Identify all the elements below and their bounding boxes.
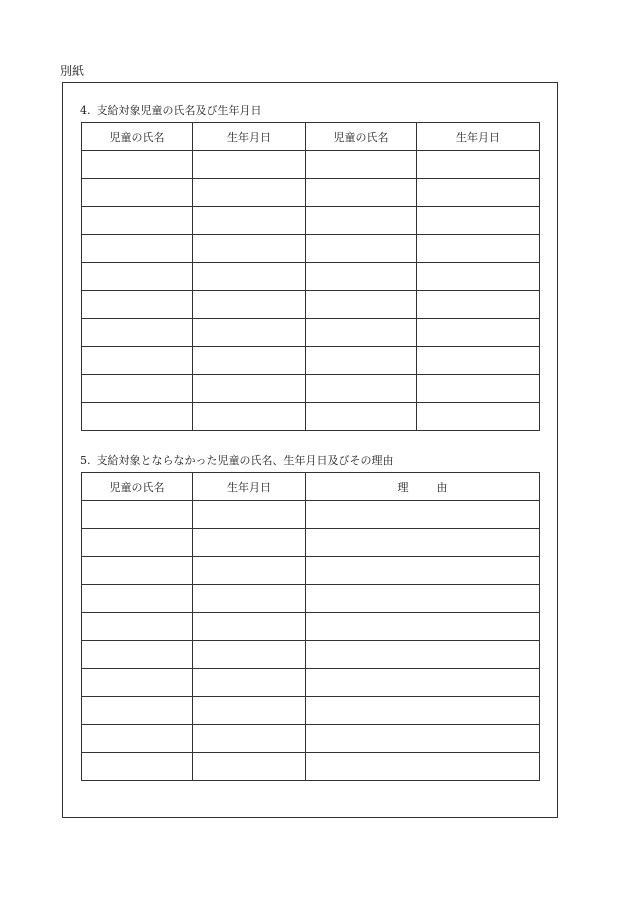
ineligible-children-body (82, 501, 540, 781)
child-name-cell[interactable] (82, 501, 193, 529)
birth-date-cell[interactable] (193, 613, 306, 641)
birth-date-cell[interactable] (193, 697, 306, 725)
table-row (82, 669, 540, 697)
birth-date-cell[interactable] (417, 207, 540, 235)
child-name-cell[interactable] (82, 529, 193, 557)
birth-date-cell[interactable] (417, 291, 540, 319)
child-name-cell[interactable] (306, 235, 417, 263)
table-row (82, 319, 540, 347)
reason-cell[interactable] (306, 753, 540, 781)
reason-cell[interactable] (306, 585, 540, 613)
child-name-cell[interactable] (82, 613, 193, 641)
birth-date-cell[interactable] (193, 529, 306, 557)
section-5-number: 5. (80, 454, 91, 467)
section-5-title (80, 454, 394, 468)
ineligible-children-table (81, 472, 540, 781)
section-5-title-text: 支給対象とならなかった児童の氏名、生年月日及びその理由 (96, 454, 394, 467)
header-child-name: 児童の氏名 (82, 123, 193, 151)
birth-date-cell[interactable] (193, 319, 306, 347)
child-name-cell[interactable] (82, 375, 193, 403)
attachment-label: 別紙 (60, 64, 85, 78)
header-child-name: 児童の氏名 (82, 473, 193, 501)
header-child-name: 児童の氏名 (306, 123, 417, 151)
table-row (82, 641, 540, 669)
child-name-cell[interactable] (82, 697, 193, 725)
birth-date-cell[interactable] (193, 179, 306, 207)
table-row (82, 529, 540, 557)
section-4-number: 4. (80, 104, 91, 117)
birth-date-cell[interactable] (193, 263, 306, 291)
child-name-cell[interactable] (306, 347, 417, 375)
birth-date-cell[interactable] (193, 347, 306, 375)
section-4-title (80, 104, 262, 118)
child-name-cell[interactable] (82, 753, 193, 781)
birth-date-cell[interactable] (417, 403, 540, 431)
birth-date-cell[interactable] (417, 347, 540, 375)
table-row (82, 179, 540, 207)
header-birth-date: 生年月日 (193, 473, 306, 501)
birth-date-cell[interactable] (193, 557, 306, 585)
child-name-cell[interactable] (306, 291, 417, 319)
reason-cell[interactable] (306, 697, 540, 725)
table-header-row (82, 123, 540, 151)
birth-date-cell[interactable] (417, 151, 540, 179)
child-name-cell[interactable] (306, 263, 417, 291)
child-name-cell[interactable] (82, 207, 193, 235)
table-row (82, 235, 540, 263)
table-row (82, 291, 540, 319)
eligible-children-table (81, 122, 540, 431)
birth-date-cell[interactable] (193, 291, 306, 319)
table-header-row (82, 473, 540, 501)
child-name-cell[interactable] (82, 725, 193, 753)
birth-date-cell[interactable] (193, 501, 306, 529)
birth-date-cell[interactable] (193, 235, 306, 263)
reason-cell[interactable] (306, 529, 540, 557)
child-name-cell[interactable] (82, 235, 193, 263)
eligible-children-body (82, 151, 540, 431)
child-name-cell[interactable] (306, 375, 417, 403)
birth-date-cell[interactable] (193, 207, 306, 235)
child-name-cell[interactable] (82, 669, 193, 697)
table-row (82, 725, 540, 753)
table-row (82, 557, 540, 585)
child-name-cell[interactable] (82, 291, 193, 319)
table-row (82, 585, 540, 613)
child-name-cell[interactable] (82, 641, 193, 669)
reason-cell[interactable] (306, 557, 540, 585)
reason-cell[interactable] (306, 725, 540, 753)
table-row (82, 613, 540, 641)
table-row (82, 347, 540, 375)
reason-cell[interactable] (306, 501, 540, 529)
header-reason-char: 由 (436, 480, 448, 494)
birth-date-cell[interactable] (417, 235, 540, 263)
table-row (82, 263, 540, 291)
birth-date-cell[interactable] (193, 641, 306, 669)
birth-date-cell[interactable] (193, 585, 306, 613)
child-name-cell[interactable] (306, 207, 417, 235)
table-row (82, 207, 540, 235)
header-reason-char: 理 (397, 480, 409, 494)
header-reason (306, 473, 540, 501)
child-name-cell[interactable] (82, 319, 193, 347)
child-name-cell[interactable] (306, 319, 417, 347)
birth-date-cell[interactable] (193, 151, 306, 179)
header-birth-date: 生年月日 (193, 123, 306, 151)
table-row (82, 753, 540, 781)
birth-date-cell[interactable] (417, 319, 540, 347)
table-row (82, 151, 540, 179)
reason-cell[interactable] (306, 641, 540, 669)
child-name-cell[interactable] (82, 403, 193, 431)
table-row (82, 375, 540, 403)
birth-date-cell[interactable] (193, 725, 306, 753)
birth-date-cell[interactable] (193, 375, 306, 403)
reason-cell[interactable] (306, 669, 540, 697)
birth-date-cell[interactable] (193, 753, 306, 781)
child-name-cell[interactable] (306, 151, 417, 179)
birth-date-cell[interactable] (417, 179, 540, 207)
birth-date-cell[interactable] (417, 375, 540, 403)
section-4-title-text: 支給対象児童の氏名及び生年月日 (96, 104, 262, 117)
child-name-cell[interactable] (82, 179, 193, 207)
table-row (82, 403, 540, 431)
table-row (82, 501, 540, 529)
child-name-cell[interactable] (82, 263, 193, 291)
header-birth-date: 生年月日 (417, 123, 540, 151)
child-name-cell[interactable] (82, 151, 193, 179)
child-name-cell[interactable] (306, 179, 417, 207)
table-row (82, 697, 540, 725)
child-name-cell[interactable] (82, 347, 193, 375)
child-name-cell[interactable] (82, 585, 193, 613)
child-name-cell[interactable] (82, 557, 193, 585)
birth-date-cell[interactable] (193, 403, 306, 431)
birth-date-cell[interactable] (193, 669, 306, 697)
birth-date-cell[interactable] (417, 263, 540, 291)
child-name-cell[interactable] (306, 403, 417, 431)
reason-cell[interactable] (306, 613, 540, 641)
